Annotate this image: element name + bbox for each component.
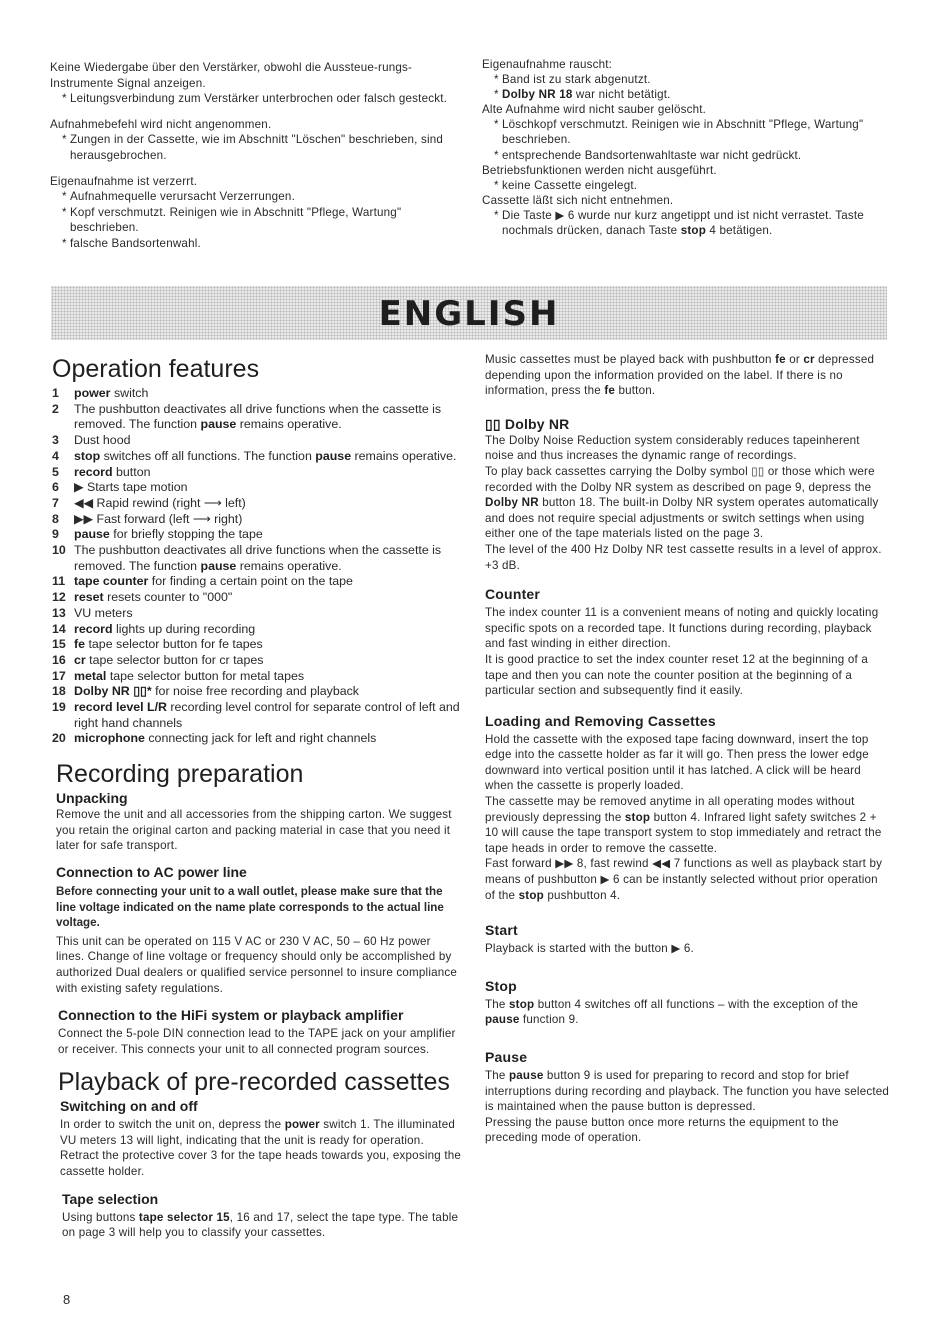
feature-control-name: metal [74, 668, 107, 683]
counter-text-1: The index counter 11 is a convenient means of noting and quickly locating specific spots on a recorded tape. It functions during recording, playback and fast winding in either direction. [485, 606, 879, 651]
feature-control-name: pause [315, 448, 352, 463]
feature-number: 11 [52, 574, 66, 589]
recording-preparation-title: Recording preparation [56, 760, 304, 789]
feature-text: resets counter to "000" [103, 590, 233, 605]
feature-number: 18 [52, 684, 66, 699]
de-r-item: * Band ist zu stark abgenutzt. [482, 72, 888, 87]
de-l-list-3 [50, 189, 455, 251]
stop-label: stop [509, 997, 535, 1011]
feature-text: ▶▶ Fast forward (left ⟶ right) [74, 511, 243, 526]
tape-selection-text [52, 1210, 462, 1241]
feature-control-name: microphone [74, 731, 145, 746]
feature-number: 4 [52, 448, 59, 463]
dolby-text-3: The level of the 400 Hz Dolby NR test cassette results in a level of approx. +3 dB. [485, 542, 882, 572]
pause-text-2: Pressing the pause button once more returns the equipment to the preceding mode of operation. [485, 1115, 839, 1145]
body-text: The [485, 997, 509, 1011]
feature-description [74, 386, 462, 402]
pause-heading: Pause [485, 1049, 528, 1065]
pause-text-1 [485, 1068, 890, 1115]
body-text: button. [615, 384, 656, 398]
stop-label: stop [624, 810, 651, 824]
ac-heading: Connection to AC power line [56, 863, 247, 880]
de-r-list-4 [482, 208, 888, 238]
feature-number: 17 [52, 668, 66, 683]
feature-number: 5 [52, 464, 59, 479]
english-left-column [52, 354, 462, 1241]
dolby-text-2 [485, 464, 890, 542]
body-text: The cassette may be removed anytime in all operating modes without previously depressing the [485, 795, 855, 824]
tape-selection-heading: Tape selection [62, 1190, 159, 1207]
feature-text: switch [110, 386, 149, 400]
feature-description [74, 574, 462, 590]
operation-features-title: Operation features [52, 355, 260, 383]
unpacking-text: Remove the unit and all accessories from the shipping carton. We suggest you retain the original carton and packing material in case that you need it later for safe transport. [56, 808, 452, 853]
music-cassettes-text [485, 352, 890, 399]
feature-text: tape selector button for cr tapes [85, 652, 264, 667]
ac-text: This unit can be operated on 115 V AC or 230 V AC, 50 – 60 Hz power lines. Change of line voltage or frequency should only be accomplished by authorized Dual dealers or qualified service personnel to insure compliance with existing safety regulations. [56, 934, 458, 995]
dolby-nr-label: Dolby NR 18 [502, 88, 573, 102]
stop-heading: Stop [485, 977, 517, 994]
feature-text: ◀◀ Rapid rewind (right ⟶ left) [74, 495, 246, 510]
feature-text: Dust hood [74, 433, 131, 448]
feature-text: remains operative. [236, 417, 342, 432]
de-r-list-3 [482, 178, 888, 193]
feature-description [74, 512, 462, 528]
body-text: Using buttons [62, 1210, 139, 1224]
pause-label: pause [485, 1013, 520, 1027]
feature-description [74, 402, 462, 433]
body-text: Fast forward ▶▶ 8, fast rewind ◀◀ 7 functions as well as playback start by means of pushbutton ▶ 6 can be instantly selected without prior operation of the [485, 857, 883, 902]
feature-text: tape selector button for metal tapes [106, 668, 305, 683]
feature-number: 1 [52, 386, 59, 400]
de-r-list-1 [482, 72, 888, 102]
feature-number: 13 [52, 605, 66, 620]
de-l-item: * Kopf verschmutzt. Reinigen wie in Abschnitt "Pflege, Wartung" beschrieben. [50, 205, 455, 236]
english-banner [51, 286, 887, 340]
body-text: The [485, 1069, 509, 1082]
loading-text-3 [485, 856, 890, 903]
feature-description [74, 684, 462, 700]
body-text: depressed depending upon the information provided on the label. If there is no information, press the [485, 353, 875, 398]
feature-control-name: power [74, 386, 111, 400]
ac-warning: Before connecting your unit to a wall outlet, please make sure that the line voltage indicated on the name plate corresponds to the actual line voltage. [56, 884, 444, 930]
de-l-item: * Leitungsverbindung zum Verstärker unterbrochen oder falsch gesteckt. [50, 91, 455, 107]
playback-title: Playback of pre-recorded cassettes [58, 1068, 450, 1097]
de-r-item [482, 208, 888, 238]
body-text: switch 1. The illuminated VU meters 13 will light, indicating that the unit is ready for operation. Retract the protective cover 3 for the tape heads towards you, exposing the cassette holder. [60, 1118, 462, 1179]
feature-number: 15 [52, 637, 66, 652]
body-text: button 9 is used for preparing to record and stop for brief interruptions during recording and playback. The function you have selected is maintained when the pause button is depressed. [485, 1069, 890, 1114]
feature-number: 10 [52, 543, 66, 558]
feature-description [74, 653, 462, 669]
feature-text: for briefly stopping the tape [109, 527, 263, 542]
switching-text [52, 1117, 462, 1179]
feature-number: 14 [52, 621, 66, 636]
start-text: Playback is started with the button ▶ 6. [485, 942, 694, 956]
de-r-text: 4 betätigen. [706, 224, 773, 238]
feature-list [52, 386, 462, 747]
feature-text: tape selector button for fe tapes [85, 637, 263, 652]
feature-description [74, 449, 462, 465]
feature-control-name: pause [200, 417, 237, 432]
feature-text: recording level control for separate control of left and right hand channels [74, 700, 460, 730]
feature-text: lights up during recording [112, 621, 256, 636]
de-l-item: * falsche Bandsortenwahl. [50, 236, 455, 252]
de-l-list-1 [50, 91, 455, 107]
de-l-head-1: Keine Wiedergabe über den Verstärker, obwohl die Aussteue-rungs-Instrumente Signal anzeigen. [50, 61, 413, 90]
de-r-item [482, 87, 888, 102]
feature-description [74, 590, 462, 606]
feature-text: button [112, 464, 151, 479]
feature-description [74, 527, 462, 543]
body-text: button 4 switches off all functions – with the exception of the [534, 997, 859, 1011]
loading-text-1: Hold the cassette with the exposed tape facing downward, insert the top edge into the cassette holder as far it will go. Then press the lower edge downward into vertical position until it has latched. A click will be heard when the cassette is properly loaded. [485, 732, 869, 793]
de-r-item: * keine Cassette eingelegt. [482, 178, 888, 193]
feature-text: connecting jack for left and right channels [144, 731, 377, 746]
feature-description [74, 622, 462, 638]
de-l-item: * Zungen in der Cassette, wie im Abschnitt "Löschen" beschrieben, sind herausgebrochen. [50, 132, 455, 163]
feature-text: The pushbutton deactivates all drive functions when the cassette is removed. The function [74, 401, 442, 432]
feature-control-name: tape counter [74, 574, 149, 589]
fe-label: fe [775, 353, 786, 366]
banner-title: ENGLISH [378, 294, 560, 334]
feature-text: switches off all functions. The function [100, 448, 316, 463]
feature-control-name: reset [74, 590, 104, 605]
counter-text-2: It is good practice to set the index counter reset 12 at the beginning of a tape and then you can note the counter position at the beginning of a particular section and subsequently find it easily. [485, 652, 869, 698]
german-right-column [482, 57, 888, 238]
de-r-text: war nicht betätigt. [572, 88, 671, 102]
english-right-column [485, 352, 890, 1146]
feature-text: remains operative. [351, 448, 457, 463]
feature-number: 9 [52, 527, 59, 542]
de-r-list-2 [482, 117, 888, 162]
start-heading: Start [485, 922, 518, 939]
hifi-text: Connect the 5-pole DIN connection lead to the TAPE jack on your amplifier or receiver. This connects your unit to all connected program sources. [58, 1027, 456, 1056]
loading-text-2 [485, 794, 890, 856]
cr-label: cr [803, 353, 815, 366]
dolby-text-1: The Dolby Noise Reduction system considerably reduces tapeinherent noise and thus increases the dynamic range of recordings. [485, 433, 860, 463]
body-text: , 16 and 17, select the tape type. The table on page 3 will help you to classify your cassettes. [62, 1210, 459, 1240]
body-text: pushbutton 4. [543, 888, 621, 902]
feature-control-name: cr [74, 652, 86, 667]
fe-label: fe [604, 384, 616, 398]
feature-number: 3 [52, 433, 59, 448]
body-text: Music cassettes must be played back with pushbutton [485, 353, 776, 366]
page-number: 8 [63, 1292, 71, 1307]
de-r-item: * entsprechende Bandsortenwahltaste war nicht gedrückt. [482, 148, 888, 163]
feature-text: ▶ Starts tape motion [74, 480, 188, 495]
feature-control-name: stop [74, 448, 101, 463]
feature-control-name: pause [200, 558, 237, 573]
tape-selector-label: tape selector 15 [138, 1210, 230, 1224]
feature-description [74, 637, 462, 653]
body-text: function 9. [519, 1013, 579, 1027]
feature-description [74, 465, 462, 481]
feature-number: 2 [52, 401, 59, 416]
dolby-nr-label: Dolby NR [485, 496, 539, 510]
de-r-text: Die Taste ▶ 6 wurde nur kurz angetippt und ist nicht verrastet. Taste nochmals drücken, danach Taste [502, 208, 864, 238]
body-text: button 18. The built-in Dolby NR system operates automatically and does not require special adjustments or switch settings when using either one of the tape materials listed on the page 3. [485, 496, 879, 541]
de-r-head-2: Alte Aufnahme wird nicht sauber gelöscht. [482, 103, 707, 117]
de-r-item: * Löschkopf verschmutzt. Reinigen wie in Abschnitt "Pflege, Wartung" beschrieben. [482, 117, 888, 147]
feature-number: 16 [52, 652, 66, 667]
feature-control-name: Dolby NR ▯▯* [74, 684, 152, 699]
feature-control-name: record level L/R [74, 700, 167, 715]
feature-description [74, 669, 462, 685]
feature-number: 12 [52, 590, 66, 605]
feature-description [74, 606, 462, 622]
feature-text: for noise free recording and playback [151, 684, 359, 699]
german-left-column [50, 60, 455, 252]
pause-label: pause [509, 1069, 544, 1082]
feature-text: for finding a certain point on the tape [148, 574, 353, 589]
counter-heading: Counter [485, 586, 541, 603]
de-l-list-2 [50, 132, 455, 163]
de-l-item: * Aufnahmequelle verursacht Verzerrungen. [50, 189, 455, 205]
de-l-head-3: Eigenaufnahme ist verzerrt. [50, 174, 198, 188]
de-r-head-3: Betriebsfunktionen werden nicht ausgeführt. [482, 163, 717, 177]
de-l-head-2: Aufnahmebefehl wird nicht angenommen. [50, 117, 272, 131]
body-text: To play back cassettes carrying the Dolby symbol ▯▯ or those which were recorded with the Dolby NR system as described on page 9, depress the [485, 464, 875, 494]
power-label: power [284, 1118, 320, 1132]
stop-label: stop [518, 888, 544, 902]
feature-description [74, 496, 462, 512]
feature-number: 20 [52, 731, 66, 746]
feature-text: remains operative. [236, 558, 342, 573]
feature-number: 7 [52, 495, 59, 510]
feature-description [74, 433, 462, 449]
feature-description [74, 731, 462, 747]
feature-number: 6 [52, 480, 59, 495]
de-r-head-1: Eigenaufnahme rauscht: [482, 58, 613, 71]
unpacking-heading: Unpacking [56, 790, 128, 807]
feature-text: VU meters [74, 605, 133, 620]
feature-description [74, 543, 462, 574]
feature-number: 8 [52, 511, 59, 526]
body-text: button 4. Infrared light safety switches 2 + 10 will cause the tape transport system to stop immediately and retract the tape heads in order to remove the cassette. [485, 810, 882, 855]
stop-text [485, 997, 890, 1028]
dolby-heading: ▯▯ Dolby NR [485, 415, 570, 432]
body-text: or [785, 353, 804, 366]
switching-heading: Switching on and off [60, 1098, 198, 1115]
feature-control-name: record [74, 464, 113, 479]
hifi-heading: Connection to the HiFi system or playback amplifier [58, 1007, 404, 1024]
stop-label: stop [680, 224, 706, 238]
feature-control-name: fe [74, 637, 86, 652]
de-r-head-4: Cassette läßt sich nicht entnehmen. [482, 193, 674, 207]
feature-description [74, 700, 462, 731]
feature-control-name: record [74, 621, 113, 636]
loading-heading: Loading and Removing Cassettes [485, 712, 716, 729]
feature-number: 19 [52, 700, 66, 715]
feature-description [74, 480, 462, 496]
body-text: In order to switch the unit on, depress the [60, 1118, 285, 1132]
feature-control-name: pause [74, 527, 110, 542]
feature-text: The pushbutton deactivates all drive functions when the cassette is removed. The function [74, 543, 442, 573]
